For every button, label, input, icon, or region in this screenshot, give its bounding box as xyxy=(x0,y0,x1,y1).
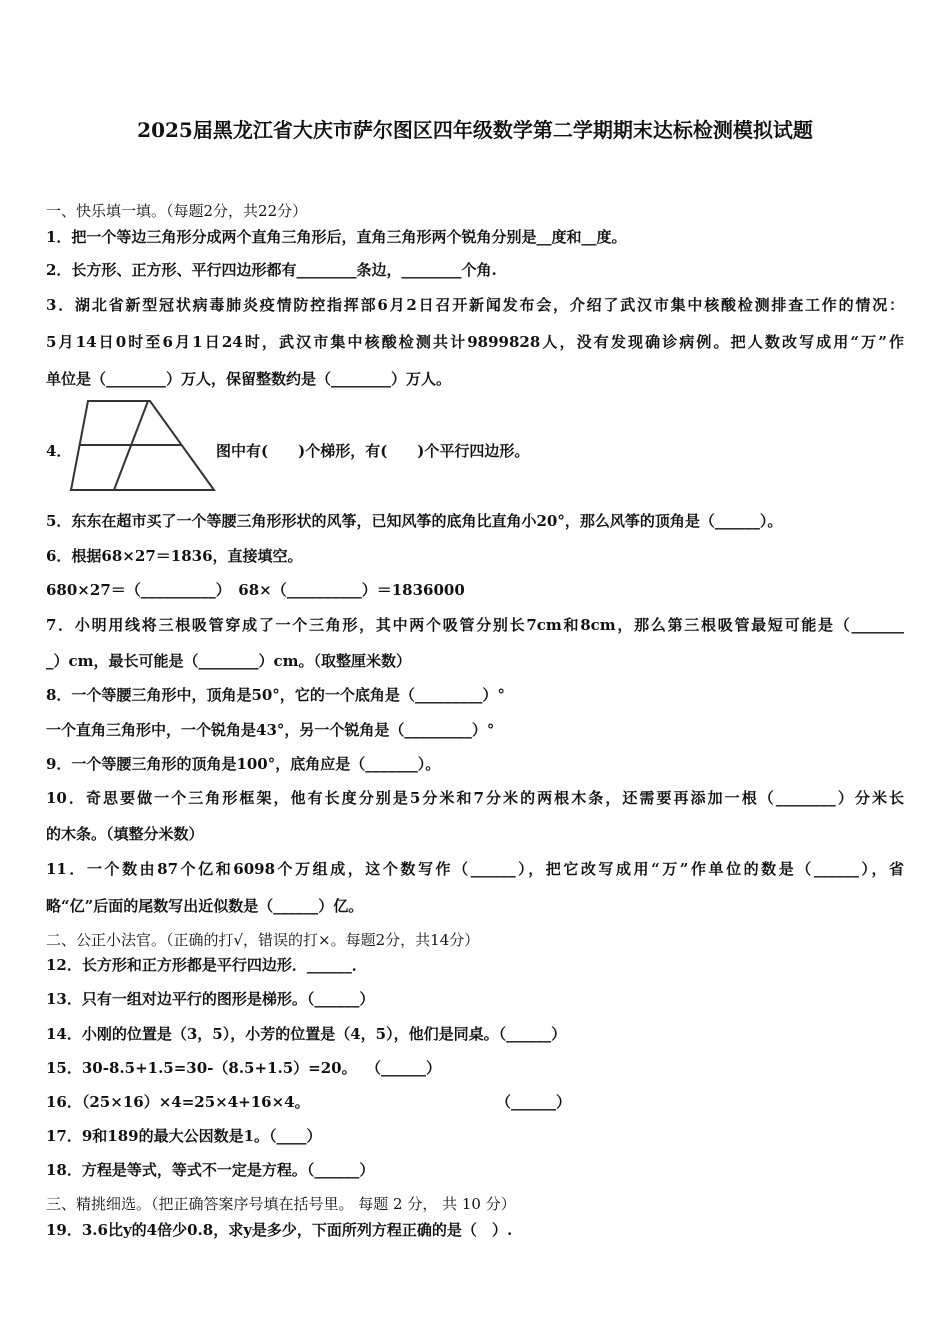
question-14: 14．小刚的位置是（3，5），小芳的位置是（4，5），他们是同桌。（______） xyxy=(46,1025,567,1043)
question-3-line-1: 3．湖北省新型冠状病毒肺炎疫情防控指挥部6月2日召开新闻发布会，介绍了武汉市集中核酸检测排查工作的情况： xyxy=(46,296,904,314)
question-10-line-2: 的木条。（填整分米数） xyxy=(46,825,204,843)
question-7-line-2: _）cm，最长可能是（________）cm。（取整厘米数） xyxy=(46,652,412,670)
section-1-heading: 一、快乐填一填。（每题2分，共22分） xyxy=(46,202,308,220)
question-8-line-2: 一个直角三角形中，一个锐角是43°，另一个锐角是（_________）° xyxy=(46,721,495,739)
question-8-line-1: 8．一个等腰三角形中，顶角是50°，它的一个底角是（_________）° xyxy=(46,686,505,704)
trapezoid-figure xyxy=(68,398,218,494)
question-9: 9．一个等腰三角形的顶角是100°，底角应是（_______）。 xyxy=(46,755,441,773)
question-17: 17．9和189的最大公因数是1。（____） xyxy=(46,1127,322,1145)
question-15: 15．30-8.5+1.5=30-（8.5+1.5）=20。 xyxy=(46,1059,357,1077)
question-6: 6．根据68×27＝1836，直接填空。 xyxy=(46,547,303,565)
question-5: 5．东东在超市买了一个等腰三角形形状的风筝，已知风筝的底角比直角小20°，那么风筝的顶角是（______）。 xyxy=(46,512,783,530)
question-7-line-1: 7．小明用线将三根吸管穿成了一个三角形，其中两个吸管分别长7cm和8cm，那么第三根吸管最短可能是（_______ xyxy=(46,616,904,634)
question-6-blanks: 680×27＝（__________） 68×（__________）＝1836000 xyxy=(46,581,465,599)
question-11-line-1: 11．一个数由87个亿和6098个万组成，这个数写作（______），把它改写成用“万”作单位的数是（______），省 xyxy=(46,860,904,878)
question-13: 13．只有一组对边平行的图形是梯形。（______） xyxy=(46,990,375,1008)
question-10-line-1: 10．奇思要做一个三角形框架，他有长度分别是5分米和7分米的两根木条，还需要再添加一根（________）分米长 xyxy=(46,789,904,807)
question-4-text: 图中有( )个梯形，有( )个平行四边形。 xyxy=(216,442,530,460)
question-16-blank: （______） xyxy=(496,1093,572,1111)
question-3-line-2: 5月14日0时至6月1日24时，武汉市集中核酸检测共计9899828人，没有发现确诊病例。把人数改写成用“万”作 xyxy=(46,333,904,351)
question-1: 1．把一个等边三角形分成两个直角三角形后，直角三角形两个锐角分别是__度和__度。 xyxy=(46,228,627,246)
page-title: 2025届黑龙江省大庆市萨尔图区四年级数学第二学期期末达标检测模拟试题 xyxy=(137,118,813,142)
question-4-number: 4． xyxy=(46,442,72,460)
question-15-blank: （______） xyxy=(366,1059,442,1077)
section-2-heading: 二、公正小法官。（正确的打√，错误的打×。每题2分，共14分） xyxy=(46,931,480,949)
question-16: 16．（25×16）×4=25×4+16×4。 xyxy=(46,1093,310,1111)
question-3-line-3: 单位是（________）万人，保留整数约是（________）万人。 xyxy=(46,370,452,388)
question-2: 2．长方形、正方形、平行四边形都有________条边，________个角. xyxy=(46,261,497,279)
section-3-heading: 三、精挑细选。（把正确答案序号填在括号里。 每题 2 分， 共 10 分） xyxy=(46,1195,516,1213)
question-19: 19．3.6比y的4倍少0.8，求y是多少，下面所列方程正确的是（ ）. xyxy=(46,1221,513,1239)
question-12: 12．长方形和正方形都是平行四边形．______． xyxy=(46,956,367,974)
question-18: 18．方程是等式，等式不一定是方程。（______） xyxy=(46,1161,375,1179)
question-11-line-2: 略“亿”后面的尾数写出近似数是（______）亿。 xyxy=(46,897,364,915)
